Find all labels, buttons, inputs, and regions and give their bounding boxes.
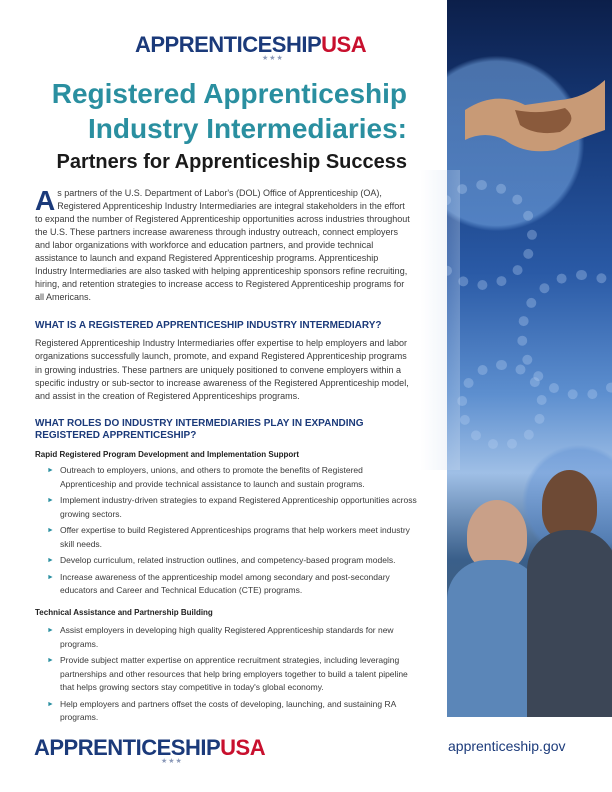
list-item <box>47 494 417 521</box>
page-title-line1: Registered Apprenticeship <box>51 78 407 109</box>
footer-logo-stars-icon: ★★★ <box>161 758 183 765</box>
arrow-bullet-icon: ► <box>47 557 54 564</box>
list-item <box>47 654 417 695</box>
apprenticeship-usa-logo <box>135 32 366 58</box>
logo-usa-text: USA <box>220 735 266 760</box>
list-item <box>47 698 417 725</box>
list-item <box>47 524 417 551</box>
list-item <box>47 624 417 651</box>
person-man-suit <box>527 530 612 717</box>
section-heading-roles-line2: REGISTERED APPRENTICESHIP? <box>35 430 197 441</box>
list-item-text: Help employers and partners offset the costs of developing, launching, and sustaining RA programs. <box>60 698 396 722</box>
logo-text: APPRENTICESHIP <box>34 735 221 760</box>
page-title-line2: Industry Intermediaries: <box>88 113 407 144</box>
list-item-text: Increase awareness of the apprenticeship model among secondary and post-secondary educators and Career and Technical Education (CTE) programs. <box>60 571 390 595</box>
section-heading-what-is: WHAT IS A REGISTERED APPRENTICESHIP INDUSTRY INTERMEDIARY? <box>35 320 382 331</box>
website-link[interactable]: apprenticeship.gov <box>448 738 566 754</box>
dropcap: A <box>35 185 56 216</box>
list-item-text: Develop curriculum, related instruction outlines, and competency-based program models. <box>60 555 396 565</box>
arrow-bullet-icon: ► <box>47 467 54 474</box>
page-subtitle: Partners for Apprenticeship Success <box>56 151 407 173</box>
arrow-bullet-icon: ► <box>47 657 54 664</box>
list-item <box>47 554 417 568</box>
list-item <box>47 464 417 491</box>
bullet-list-technical-assistance <box>47 624 417 728</box>
arrow-bullet-icon: ► <box>47 627 54 634</box>
footer-apprenticeship-usa-logo <box>34 735 265 761</box>
arrow-bullet-icon: ► <box>47 700 54 708</box>
gear-graphic <box>457 360 547 450</box>
intro-paragraph <box>35 187 412 304</box>
list-item <box>47 571 417 598</box>
arrow-bullet-icon: ► <box>47 527 54 534</box>
section-heading-roles-line1: WHAT ROLES DO INDUSTRY INTERMEDIARIES PLAY IN EXPANDING <box>35 418 364 429</box>
list-item-text: Provide subject matter expertise on apprentice recruitment strategies, including leveraging partnerships and other resources that help bring employers together to build a talent pipeline that helps growing sectors stay competitive in today's global economy. <box>60 655 408 692</box>
hero-photo-collage <box>447 0 612 717</box>
logo-stars-icon: ★★★ <box>262 55 284 62</box>
subheading-program-development: Rapid Registered Program Development and Implementation Support <box>35 450 300 459</box>
logo-text: APPRENTICESHIP <box>135 32 322 57</box>
handshake-image <box>465 70 605 160</box>
arrow-bullet-icon: ► <box>47 497 54 504</box>
list-item-text: Implement industry-driven strategies to expand Registered Apprenticeship opportunities across growing sectors. <box>60 495 417 519</box>
logo-usa-text: USA <box>321 32 367 57</box>
list-item-text: Outreach to employers, unions, and others to promote the benefits of Registered Apprenticeship and provide technical assistance to launch and sustain programs. <box>60 465 365 489</box>
gear-decoration-strip <box>420 170 460 470</box>
subheading-technical-assistance: Technical Assistance and Partnership Building <box>35 608 213 617</box>
gear-graphic <box>447 180 537 290</box>
section-what-is-text: Registered Apprenticeship Industry Intermediaries offer expertise to help employers and labor organizations successfully launch, promote, and expand Registered Apprenticeship programs in growing industries. These partners are uniquely positioned to convene employers within a specific industry or sub-sector to increase awareness of the Registered Apprenticeship model, and assist in the creation of Registered Apprenticeships programs. <box>35 338 409 402</box>
arrow-bullet-icon: ► <box>47 573 54 581</box>
list-item-text: Offer expertise to build Registered Apprenticeships programs that help workers meet industry skill needs. <box>60 525 410 549</box>
list-item-text: Assist employers in developing high quality Registered Apprenticeship standards for new programs. <box>60 625 394 649</box>
bullet-list-program-development <box>47 464 417 601</box>
intro-text: s partners of the U.S. Department of Labor's (DOL) Office of Apprenticeship (OA), Registered Apprenticeship Industry Intermediaries are integral stakeholders in the effort to expand the number of Registered Apprenticeship opportunities across industries throughout the U.S. These partners increase awareness through industry outreach, connect employers and labor organizations with workforce and education partners, and provide technical assistance to launch and expand Registered Apprenticeship programs. Apprenticeship Industry Intermediaries are also tasked with helping apprenticeship sponsors refine recruiting, hiring, and retention strategies to increase access to Registered Apprenticeship programs for all Americans. <box>35 188 410 302</box>
